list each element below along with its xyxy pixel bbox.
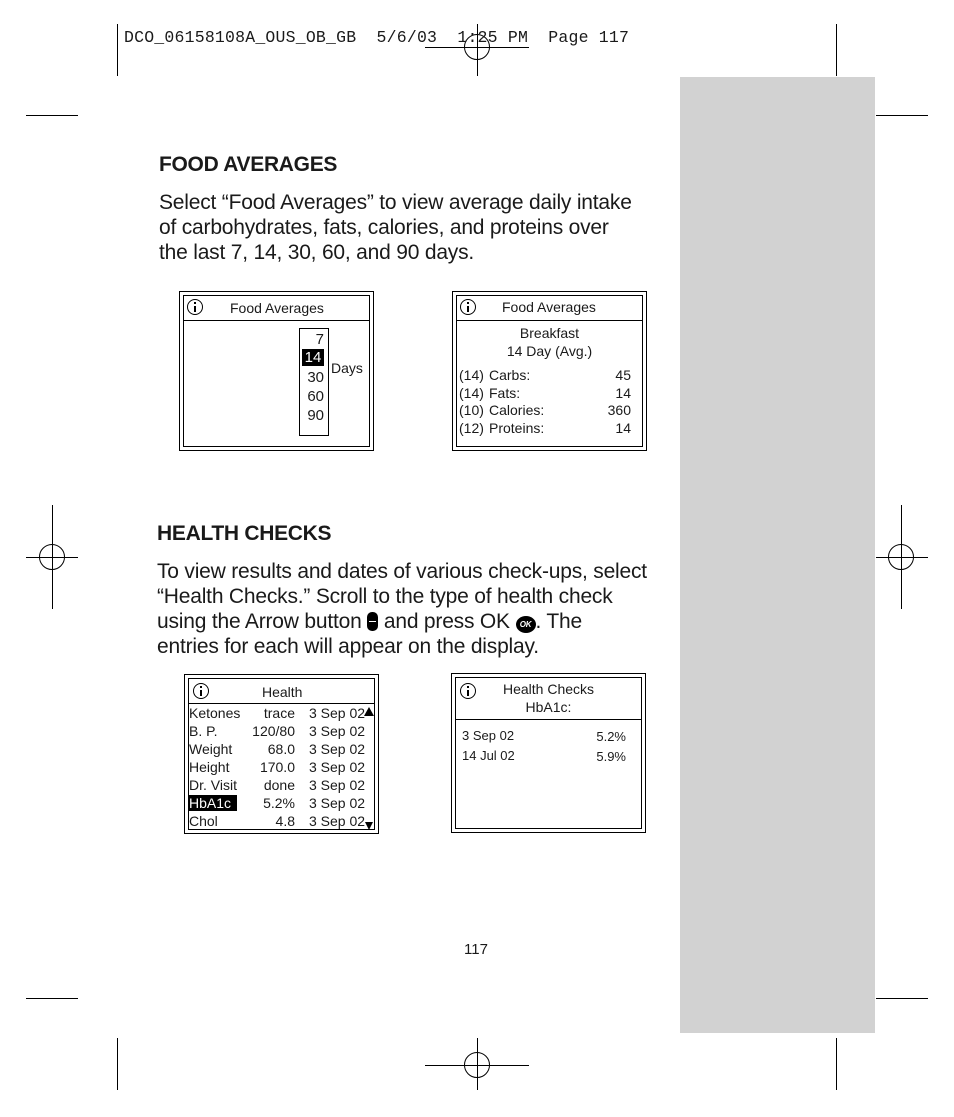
registration-circle bbox=[464, 1052, 490, 1078]
crop-mark bbox=[876, 115, 928, 116]
lcd-title: Food Averages bbox=[230, 300, 324, 316]
crop-mark bbox=[836, 1038, 837, 1090]
period-label: 14 Day (Avg.) bbox=[506, 343, 593, 359]
row-count: (14) bbox=[459, 385, 484, 401]
row-value: 360 bbox=[607, 402, 631, 418]
lcd-title: Health Checks bbox=[502, 681, 595, 697]
health-item-name[interactable]: Chol bbox=[189, 813, 218, 829]
section-heading-food-averages: FOOD AVERAGES bbox=[159, 153, 338, 176]
health-item-value: 4.8 bbox=[275, 813, 295, 829]
row-count: (14) bbox=[459, 367, 484, 383]
crop-mark bbox=[26, 998, 78, 999]
health-item-name[interactable]: Weight bbox=[189, 741, 233, 757]
row-value: 14 bbox=[615, 385, 631, 401]
check-date: 3 Sep 02 bbox=[462, 728, 515, 743]
row-value: 14 bbox=[615, 420, 631, 436]
registration-circle bbox=[39, 544, 65, 570]
health-item-value: 170.0 bbox=[259, 759, 295, 775]
lcd-title: Food Averages bbox=[502, 299, 596, 315]
arrow-button-icon bbox=[367, 612, 378, 631]
health-checks-description: To view results and dates of various check-ups, select “Health Checks.” Scroll to the type of health check using the Arrow button and press OK OK . The entries for each will appear on the display. bbox=[157, 560, 647, 658]
info-icon bbox=[187, 299, 203, 315]
print-slug: DCO_06158108A_OUS_OB_GB 5/6/03 1:25 PM Page 117 bbox=[124, 28, 630, 47]
crop-mark bbox=[876, 998, 928, 999]
row-label: Calories: bbox=[489, 402, 545, 418]
check-value: 5.2% bbox=[596, 729, 626, 744]
lcd-title: Health bbox=[262, 684, 303, 700]
health-item-date: 3 Sep 02 bbox=[309, 813, 366, 829]
health-item-value: done bbox=[263, 777, 295, 793]
days-option[interactable]: 30 bbox=[307, 369, 324, 386]
row-value: 45 bbox=[615, 367, 631, 383]
side-margin-band bbox=[680, 77, 875, 1033]
health-item-value: 120/80 bbox=[252, 723, 295, 739]
health-item-name[interactable]: Ketones bbox=[189, 705, 241, 721]
lcd-health-check-detail bbox=[451, 673, 646, 833]
row-label: Carbs: bbox=[489, 367, 531, 383]
health-item-date: 3 Sep 02 bbox=[309, 795, 366, 811]
row-count: (10) bbox=[459, 402, 484, 418]
lcd-divider bbox=[184, 320, 369, 321]
lcd-divider bbox=[456, 719, 641, 720]
check-value: 5.9% bbox=[596, 749, 626, 764]
page-number: 117 bbox=[464, 941, 488, 958]
crop-mark bbox=[117, 24, 118, 76]
crop-mark bbox=[836, 24, 837, 76]
info-icon bbox=[193, 683, 209, 699]
info-icon bbox=[460, 299, 476, 315]
health-item-date: 3 Sep 02 bbox=[309, 705, 366, 721]
lcd-health-list bbox=[184, 674, 379, 834]
registration-circle bbox=[888, 544, 914, 570]
health-item-value: 5.2% bbox=[263, 795, 295, 811]
days-option[interactable]: 90 bbox=[307, 407, 324, 424]
row-label: Proteins: bbox=[489, 420, 545, 436]
health-item-value: trace bbox=[263, 705, 295, 721]
health-item-date: 3 Sep 02 bbox=[309, 777, 366, 793]
lcd-food-averages-days bbox=[179, 291, 374, 451]
health-item-name[interactable]: Height bbox=[189, 759, 230, 775]
crop-mark bbox=[26, 115, 78, 116]
lcd-divider bbox=[189, 703, 374, 704]
check-date: 14 Jul 02 bbox=[462, 748, 515, 763]
days-option[interactable]: 7 bbox=[315, 331, 324, 348]
crop-mark bbox=[117, 1038, 118, 1090]
food-averages-description: Select “Food Averages” to view average daily intake of carbohydrates, fats, calories, and proteins over the last 7, 14, 30, 60, and 90 days. bbox=[159, 191, 632, 264]
health-item-date: 3 Sep 02 bbox=[309, 741, 366, 757]
health-item-date: 3 Sep 02 bbox=[309, 723, 366, 739]
health-item-name-selected[interactable]: HbA1c bbox=[189, 795, 237, 811]
days-picker[interactable] bbox=[299, 328, 329, 436]
health-item-value: 68.0 bbox=[267, 741, 295, 757]
lcd-subtitle: HbA1c: bbox=[525, 699, 572, 715]
ok-button-icon: OK bbox=[516, 616, 536, 633]
days-option[interactable]: 60 bbox=[307, 388, 324, 405]
health-item-name[interactable]: B. P. bbox=[189, 723, 218, 739]
days-option-selected[interactable]: 14 bbox=[302, 349, 324, 366]
days-unit-label: Days bbox=[331, 360, 363, 376]
scroll-up-icon[interactable] bbox=[364, 707, 374, 716]
lcd-divider bbox=[457, 320, 642, 321]
scroll-down-icon[interactable] bbox=[365, 822, 373, 830]
meal-label: Breakfast bbox=[519, 325, 580, 341]
lcd-food-averages-results bbox=[452, 291, 647, 451]
row-label: Fats: bbox=[489, 385, 521, 401]
health-item-name[interactable]: Dr. Visit bbox=[189, 777, 237, 793]
health-item-date: 3 Sep 02 bbox=[309, 759, 366, 775]
row-count: (12) bbox=[459, 420, 484, 436]
section-heading-health-checks: HEALTH CHECKS bbox=[157, 522, 332, 545]
